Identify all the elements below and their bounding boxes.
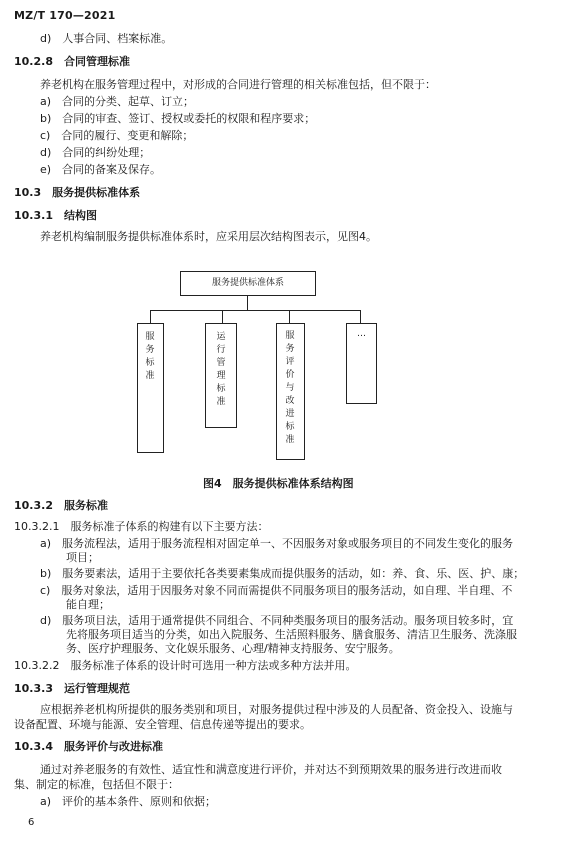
text-line: c) 合同的履行、变更和解除； xyxy=(40,129,194,142)
text-line: d) 合同的纠纷处理； xyxy=(40,146,151,159)
text-line: 10.3.2.2 服务标准子体系的设计时可选用一种方法或多种方法并用。 xyxy=(14,659,357,672)
text-line: c) 服务对象法，适用于因服务对象不同而需提供不同服务项目的服务活动，如自理、半自理、不 xyxy=(40,584,513,597)
text-line: 10.3.3 运行管理规范 xyxy=(14,682,130,695)
text-line: 应根据养老机构所提供的服务类别和项目，对服务提供过程中涉及的人员配备、资金投入、设施与 xyxy=(40,703,513,716)
diagram-root-label: 服务提供标准体系 xyxy=(211,278,284,288)
text-line: 养老机构编制服务提供标准体系时，应采用层次结构图表示，见图4。 xyxy=(40,230,377,243)
text-line: 10.2.8 合同管理标准 xyxy=(14,55,130,68)
text-line: 能自理； xyxy=(66,598,110,611)
text-line: 10.3.4 服务评价与改进标准 xyxy=(14,740,163,753)
text-line: d) 人事合同、档案标准。 xyxy=(40,32,173,45)
diagram-child-label: … xyxy=(357,329,366,339)
text-line: 10.3.1 结构图 xyxy=(14,209,97,222)
document-header: MZ/T 170—2021 xyxy=(14,9,116,22)
text-line: a) 评价的基本条件、原则和依据； xyxy=(40,795,217,808)
figure-caption: 图4 服务提供标准体系结构图 xyxy=(203,477,354,490)
text-line: 10.3.2.1 服务标准子体系的构建有以下主要方法： xyxy=(14,520,269,533)
text-line: 设备配置、环境与能源、安全管理、信息传递等提出的要求。 xyxy=(14,718,311,731)
diagram-child-box-4 xyxy=(346,323,377,404)
text-line: 10.3.2 服务标准 xyxy=(14,499,108,512)
text-line: e) 合同的备案及保存。 xyxy=(40,163,162,176)
text-line: b) 合同的审查、签订、授权或委托的权限和程序要求； xyxy=(40,112,316,125)
page-number: 6 xyxy=(28,817,35,828)
text-line: 通过对养老服务的有效性、适宜性和满意度进行评价，并对达不到预期效果的服务进行改进而收 xyxy=(40,763,502,776)
diagram-child-label: 服务评价与改进标准 xyxy=(285,331,295,445)
diagram-child-box-3 xyxy=(276,323,305,460)
diagram-root-box xyxy=(180,271,316,296)
diagram-child-box-2 xyxy=(205,323,237,428)
text-line: 务、医疗护理服务、文化娱乐服务、心理/精神支持服务、安宁服务。 xyxy=(66,642,400,655)
text-line: a) 服务流程法，适用于服务流程相对固定单一、不因服务对象或服务项目的不同发生变化的服务 xyxy=(40,537,514,550)
text-line: 先将服务项目适当的分类，如出入院服务、生活照料服务、膳食服务、清洁卫生服务、洗涤服 xyxy=(66,628,517,641)
text-line: 10.3 服务提供标准体系 xyxy=(14,186,141,199)
text-line: 集、制定的标准，包括但不限于： xyxy=(14,778,179,791)
text-line: a) 合同的分类、起草、订立； xyxy=(40,95,195,108)
text-line: 养老机构在服务管理过程中，对形成的合同进行管理的相关标准包括，但不限于： xyxy=(40,78,436,91)
diagram-child-box-1 xyxy=(137,323,164,453)
text-line: 项目； xyxy=(66,551,99,564)
text-line: d) 服务项目法，适用于通常提供不同组合、不同种类服务项目的服务活动。服务项目较多时，宜 xyxy=(40,614,514,627)
diagram-child-label: 服务标准 xyxy=(145,332,155,381)
diagram-child-label: 运行管理标准 xyxy=(216,332,226,407)
text-line: b) 服务要素法，适用于主要依托各类要素集成而提供服务的活动，如：养、食、乐、医、护、康； xyxy=(40,567,525,580)
